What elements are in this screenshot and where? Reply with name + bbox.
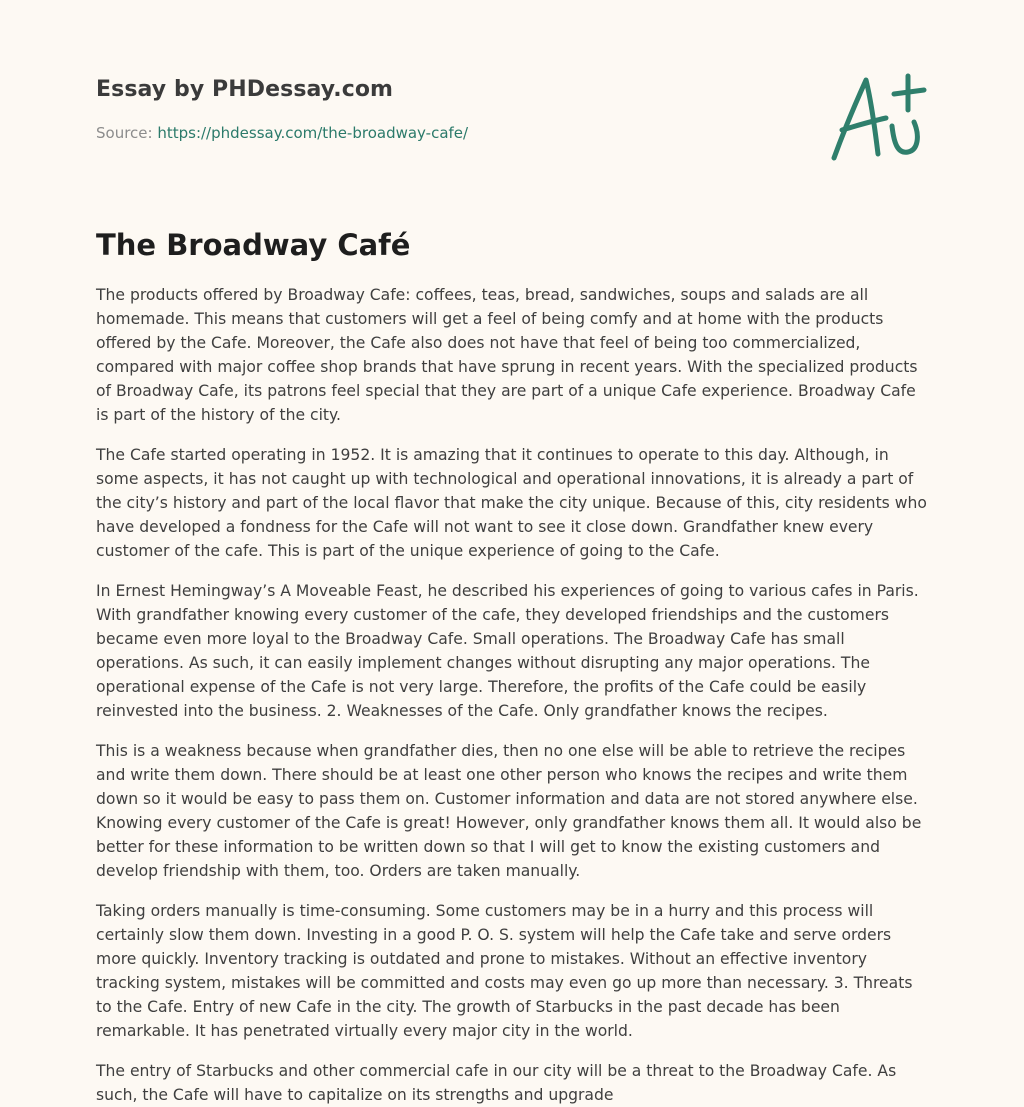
- essay-paragraph: This is a weakness because when grandfather dies, then no one else will be able to retrieve the recipes and write them down. There should be at least one other person who knows the recipes and write them down so it would be easy to pass them on. Customer information and data are not stored anywhere else. Knowing every customer of the Cafe is great! However, only grandfather knows them all. It would also be better for these information to be written down so that I will get to know the existing customers and develop friendship with them, too. Orders are taken manually.: [96, 741, 922, 880]
- page-header: [96, 0, 928, 200]
- site-brand: Essay by PHDessay.com: [96, 77, 394, 102]
- essay-body: [96, 283, 928, 1107]
- essay-paragraph: In Ernest Hemingway’s A Moveable Feast, he described his experiences of going to various cafes in Paris. With grandfather knowing every customer of the cafe, they developed friendships and the customers became even more loyal to the Broadway Cafe. Small operations. The Broadway Cafe has small operations. As such, it can easily implement changes without disrupting any major operations. The operational expense of the Cafe is not very large. Therefore, the profits of the Cafe could be easily reinvested into the business. 2. Weaknesses of the Cafe. Only grandfather knows the recipes.: [96, 581, 919, 720]
- source-link[interactable]: https://phdessay.com/the-broadway-cafe/: [157, 124, 469, 142]
- essay-paragraph: The entry of Starbucks and other commercial cafe in our city will be a threat to the Broadway Cafe. As such, the Cafe will have to capitalize on its strengths and upgrade: [96, 1061, 897, 1104]
- source-label: Source:: [96, 124, 158, 142]
- source-line: [96, 124, 468, 142]
- essay-paragraph: Taking orders manually is time-consuming. Some customers may be in a hurry and this process will certainly slow them down. Investing in a good P. O. S. system will help the Cafe take and serve orders more quickly. Inventory tracking is outdated and prone to mistakes. Without an effective inventory tracking system, mistakes will be committed and costs may even go up more than necessary. 3. Threats to the Cafe. Entry of new Cafe in the city. The growth of Starbucks in the past decade has been remarkable. It has penetrated virtually every major city in the world.: [96, 901, 913, 1040]
- essay-paragraph: The Cafe started operating in 1952. It is amazing that it continues to operate to this day. Although, in some aspects, it has not caught up with technological and operational innovations, it is already a part of the city’s history and part of the local flavor that make the city unique. Because of this, city residents who have developed a fondness for the Cafe will not want to see it close down. Grandfather knew every customer of the cafe. This is part of the unique experience of going to the Cafe.: [96, 445, 927, 560]
- a-plus-logo-icon: [824, 66, 934, 166]
- essay-title: The Broadway Café: [96, 228, 411, 262]
- essay-paragraph: The products offered by Broadway Cafe: coffees, teas, bread, sandwiches, soups and salads are all homemade. This means that customers will get a feel of being comfy and at home with the products offered by the Cafe. Moreover, the Cafe also does not have that feel of being too commercialized, compared with major coffee shop brands that have sprung in recent years. With the specialized products of Broadway Cafe, its patrons feel special that they are part of a unique Cafe experience. Broadway Cafe is part of the history of the city.: [96, 285, 918, 424]
